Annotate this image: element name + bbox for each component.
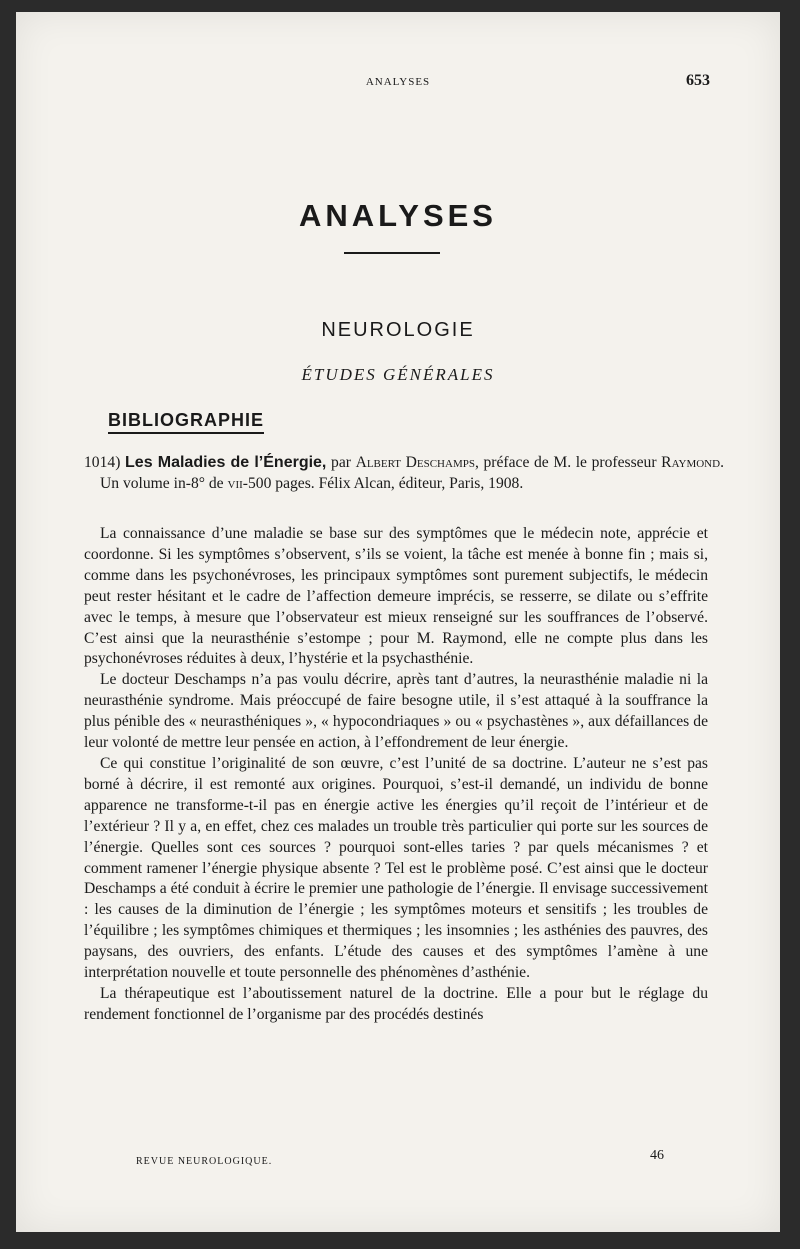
paragraph: Ce qui constitue l’originalité de son œuvre, c’est l’unité de sa doctrine. L’auteur ne s’est pas borné à décrire, il est remonté aux origines. Pourquoi, s’est-il demandé, un individu de bonne apparence ne transforme-t-il pas en énergie active les énergies qu’il reçoit de l’intérieur et de l’extérieur ? Il y a, en effet, chez ces malades un trouble très particulier qui porte sur les sources de l’énergie. Quelles sont ces sources ? pourquoi sont-elles taries ? par quels mécanismes ? et comment ramener l’énergie physique absente ? Tel est le problème posé. C’est ainsi que le docteur Deschamps a été conduit à écrire le premier une pathologie de l’énergie. Il envisage successivement : les causes de la diminution de l’énergie ; les symptômes moteurs et sensitifs ; les troubles de l’équilibre ; les symptômes chimiques et thermiques ; les insomnies ; les asthénies des pauvres, des paysans, des ouvriers, des enfants. L’étude des causes et des symptômes l’amène à une interprétation nouvelle et toute personnelle des phénomènes d’asthénie. xyxy=(84,754,708,982)
review-body xyxy=(84,524,708,1026)
entry-pages-rest: -500 pages. Félix Alcan, éditeur, Paris, 1908. xyxy=(242,475,524,492)
entry-title: Les Maladies de l’Énergie, xyxy=(125,454,327,471)
entry-by: par xyxy=(331,454,351,471)
page-number: 653 xyxy=(686,72,710,89)
entry-number: 1014) xyxy=(84,454,121,471)
signature-mark: 46 xyxy=(650,1148,664,1163)
section-title: NEUROLOGIE xyxy=(321,319,475,341)
entry-preface: préface de M. le professeur xyxy=(483,454,657,471)
entry-author-first: Albert xyxy=(355,454,401,471)
running-head: ANALYSES xyxy=(365,76,431,88)
entry-preface-author: Raymond. xyxy=(661,454,724,471)
bibliography-heading: BIBLIOGRAPHIE xyxy=(108,410,264,434)
journal-footer: REVUE NEUROLOGIQUE. xyxy=(136,1156,273,1167)
document-page xyxy=(16,12,780,1232)
bibliography-entry xyxy=(84,452,724,494)
main-title: ANALYSES xyxy=(299,198,497,233)
subsection-title: ÉTUDES GÉNÉRALES xyxy=(301,365,495,384)
paragraph: La thérapeutique est l’aboutissement naturel de la doctrine. Elle a pour but le réglage du rendement fonctionnel de l’organisme par des procédés destinés xyxy=(84,984,708,1023)
paragraph: Le docteur Deschamps n’a pas voulu décrire, après tant d’autres, la neurasthénie maladie ni la neurasthénie syndrome. Mais préoccupé de faire besogne utile, il s’est attaqué à la souffrance la plus pénible des « neurasthéniques », « hypocondriaques » ou « psychastènes », aux défaillances de leur volonté de mettre leur pensée en action, à l’effondrement de leur énergie. xyxy=(84,671,708,752)
entry-author-last: Deschamps, xyxy=(405,454,479,471)
entry-pages-roman: vii xyxy=(227,475,243,492)
entry-volume: Un volume in-8° de xyxy=(100,475,224,492)
paragraph: La connaissance d’une maladie se base sur des symptômes que le médecin note, apprécie et coordonne. Si les symptômes s’observent, s’ils se voient, la tâche est menée à bonne fin ; mais si, comme dans les psychonévroses, les principaux symptômes sont purement subjectifs, le médecin peut rester hésitant et le cadre de l’affection demeure imprécis, se resserre, se dilate ou s’effrite avec le temps, à mesure que l’observateur est mieux renseigné sur les souffrances de l’observé. C’est ainsi que la neurasthénie s’estompe ; pour M. Raymond, elle ne compte plus dans les psychonévroses réduites à deux, l’hystérie et la psychasthénie. xyxy=(84,525,708,668)
title-rule xyxy=(344,252,440,254)
